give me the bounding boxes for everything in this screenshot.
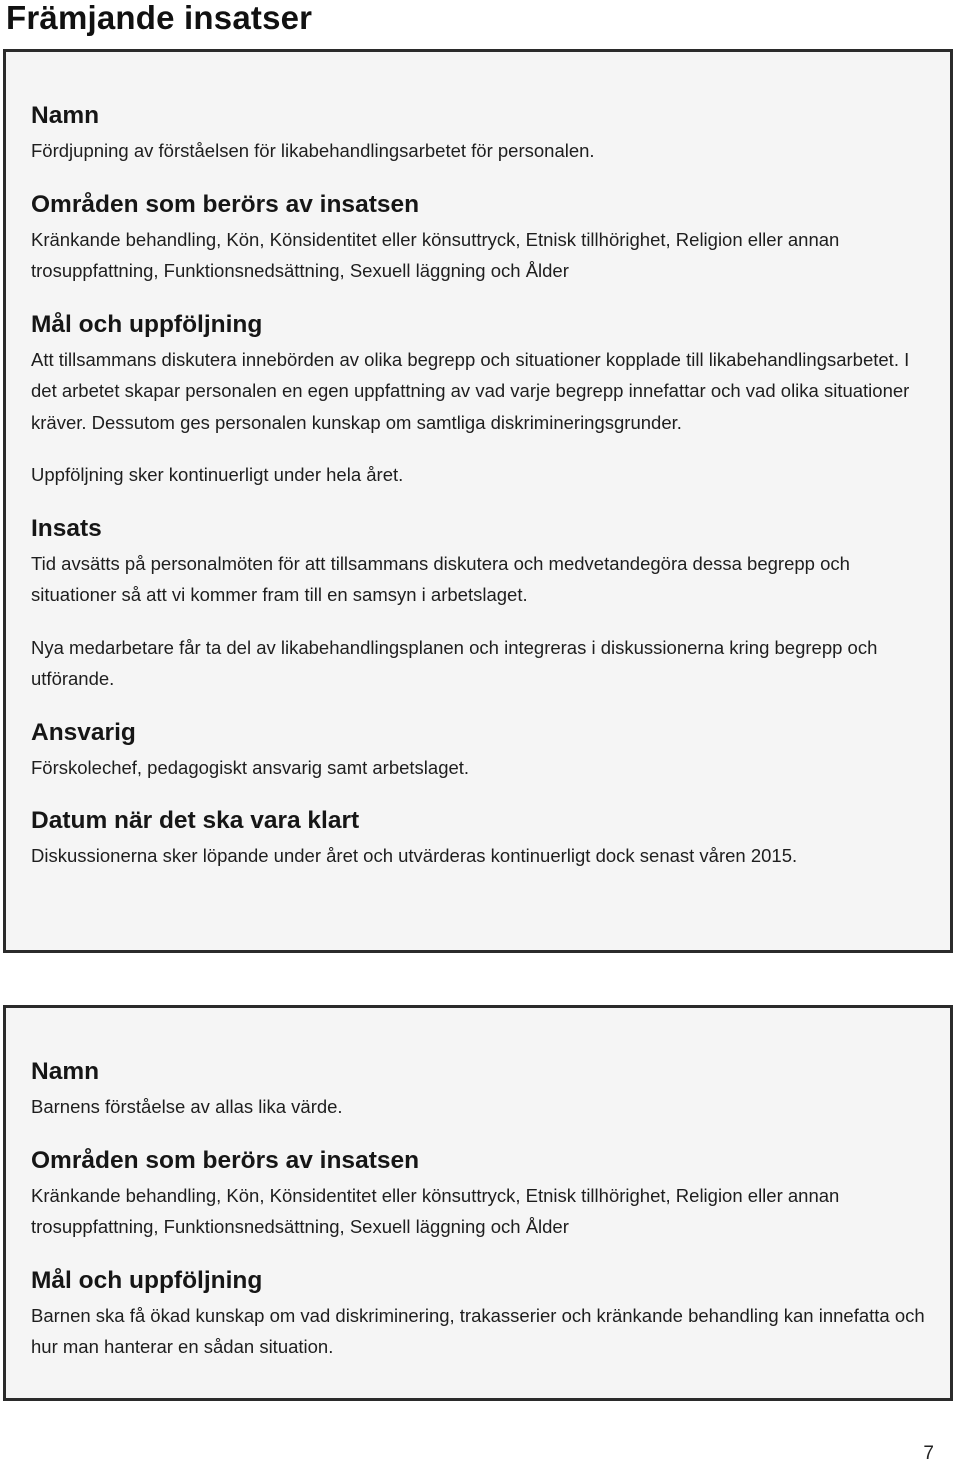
areas-section [31,189,930,287]
responsible-section [31,717,930,784]
deadline-section [31,805,930,872]
measure-block-1 [3,49,953,953]
areas-text: Kränkande behandling, Kön, Könsidentitet eller könsuttryck, Etnisk tillhörighet, Religion eller annan trosuppfattning, Funktionsnedsättning, Sexuell läggning och Ålder [31,1184,840,1237]
name-text: Barnens förståelse av allas lika värde. [31,1096,343,1117]
name-heading: Namn [31,1058,100,1085]
goals-section [31,1265,930,1363]
measure-block-2 [3,1005,953,1401]
effort-text-1: Tid avsätts på personalmöten för att tillsammans diskutera och medvetandegöra dessa begrepp och situationer så att vi kommer fram till en samsyn i arbetslaget. [31,552,850,605]
effort-text-2: Nya medarbetare får ta del av likabehandlingsplanen och integreras i diskussionerna kring begrepp och utförande. [31,636,878,689]
page-title: Främjande insatser [6,0,313,36]
effort-heading: Insats [31,514,102,542]
areas-heading: Områden som berörs av insatsen [31,1146,420,1174]
page-number: 7 [923,1443,934,1464]
goals-text: Barnen ska få ökad kunskap om vad diskriminering, trakasserier och kränkande behandling kan innefatta och hur man hanterar en sådan situation. [31,1304,925,1357]
goals-heading: Mål och uppföljning [31,1266,263,1294]
goals-heading: Mål och uppföljning [31,310,263,338]
deadline-text: Diskussionerna sker löpande under året och utvärderas kontinuerligt dock senast våren 2015. [31,845,798,866]
responsible-text: Förskolechef, pedagogiskt ansvarig samt arbetslaget. [31,756,470,778]
name-text: Fördjupning av förståelsen för likabehandlingsarbetet för personalen. [31,140,595,161]
followup-text: Uppföljning sker kontinuerligt under hela året. [31,464,404,485]
effort-section [31,513,930,695]
areas-text: Kränkande behandling, Kön, Könsidentitet eller könsuttryck, Etnisk tillhörighet, Religion eller annan trosuppfattning, Funktionsnedsättning, Sexuell läggning och Ålder [31,228,840,281]
name-heading: Namn [31,102,100,129]
areas-section [31,1145,930,1243]
goals-section [31,309,930,491]
areas-heading: Områden som berörs av insatsen [31,190,420,218]
responsible-heading: Ansvarig [31,718,136,746]
goals-text: Att tillsammans diskutera innebörden av olika begrepp och situationer kopplade till likabehandlingsarbetet. I det arbetet skapar personalen en egen uppfattning av vad varje begrepp innefattar och vad olika situationer kräver. Dessutom ges personalen kunskap om samtliga diskrimineringsgrunder. [31,348,910,433]
deadline-heading: Datum när det ska vara klart [31,807,360,834]
name-section [31,100,930,167]
name-section [31,1056,930,1123]
